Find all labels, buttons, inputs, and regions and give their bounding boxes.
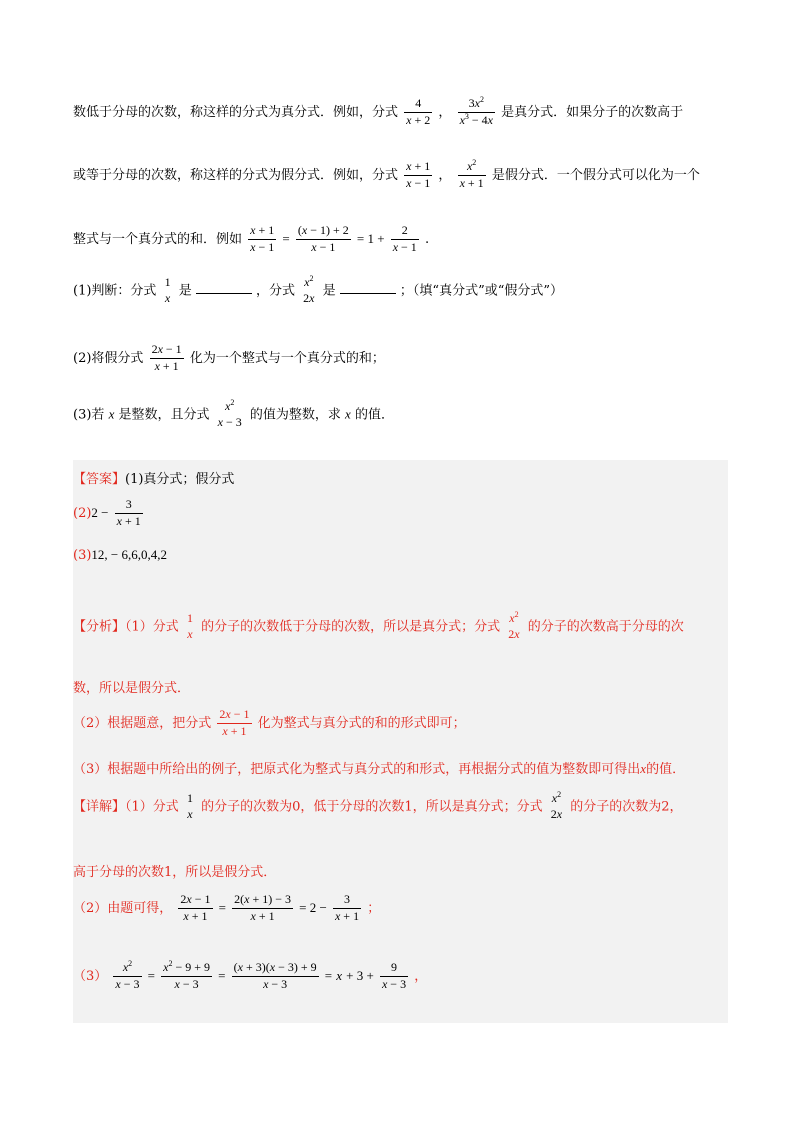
fraction-x2-over-2x: $x^2$ 2x (508, 610, 520, 641)
fraction-x2-over-x-minus-3: $\frac{x^2}{x - 3}$ (115, 959, 140, 991)
question-text: ；（填“真分式”或“假分式”） (399, 283, 564, 299)
detail-tag: 【详解】 (73, 799, 126, 815)
analysis-text: （3）根据题中所给出的例子，把原式化为整式与真分式的和形式，再根据分式的值为整数即可得出 (73, 762, 641, 777)
fraction-9-over-x-minus-3: $\frac{9}{x - 3}$ (381, 960, 407, 991)
answer-part-3-values: 12, − 6,6,0,4,2 (91, 547, 168, 562)
answer-tag: 【答案】 (73, 472, 126, 487)
analysis-text: （2）根据题意，把分式 (73, 715, 212, 731)
answer-line-3 (73, 547, 167, 563)
fraction-2x-minus-1-over-x-plus-1: $\frac{2x - 1}{x + 1}$ (180, 892, 211, 923)
fraction-x-plus-1-over-x-minus-1: $\frac{x + 1}{x - 1}$ (250, 223, 275, 254)
fraction-2-over-x-minus-1: $\frac{2}{x - 1}$ (392, 223, 417, 254)
analysis-text: 化为整式与真分式的和的形式即可； (257, 715, 466, 731)
analysis-text: 数，所以是假分式． (73, 681, 191, 696)
intro-text: 是真分式．如果分子的次数高于 (501, 104, 684, 120)
question-text: 是整数，且分式 (118, 407, 210, 423)
fraction-4-over-x-plus-2: $\frac{4}{x + 2}$ (406, 96, 431, 127)
fraction-3-over-x-plus-1: $\frac{3}{x + 1}$ (334, 892, 360, 923)
analysis-tag: 【分析】 (73, 619, 126, 635)
question-text: 化为一个整式与一个真分式的和； (189, 350, 385, 366)
detail-line-4: （3） $\frac{x^2}{x - 3}$ = $\frac{x^2 - 9 + 9}{x - 3}$ = $\frac{(x + 3)(x - 3) + 9}{x - 3}$ = x + 3 + $\frac{9}{x - 3}$ ， (73, 959, 428, 991)
detail-line-2 (73, 861, 276, 880)
detail-text: 的分子的次数为0，低于分母的次数1，所以是真分式；分式 (201, 799, 543, 815)
fraction-rewritten: $\frac{(x - 1) + 2}{x - 1}$ (297, 223, 349, 254)
fraction-3-over-x-plus-1: $\frac{3}{x + 1}$ (116, 497, 141, 528)
fraction-2x-minus-1-over-x-plus-1: $\frac{2x - 1}{x + 1}$ (219, 707, 250, 738)
fraction-x2-over-x-minus-3: $x^2$ x − 3 (217, 398, 242, 429)
intro-text: 是假分式．一个假分式可以化为一个 (491, 167, 700, 183)
detail-text: （1）分式 (125, 799, 179, 815)
detail-text: （3） (73, 968, 108, 984)
fraction-x2-over-x-plus-1: $\frac{x^2}{x + 1}$ (459, 158, 484, 190)
detail-text: （2）由题可得， (73, 900, 173, 916)
answer-part-3-label: (3) (73, 548, 92, 563)
answer-line-2: (2)2 − $\frac{3}{x + 1}$ (73, 497, 141, 528)
fraction-1-over-x: 1 x (164, 275, 171, 305)
answer-blank-1[interactable] (196, 281, 252, 294)
fraction-x2-over-2x: $x^2$ 2x (303, 274, 315, 305)
intro-text: 数低于分母的次数，称这样的分式为真分式．例如，分式 (73, 104, 399, 120)
question-text: 是 (178, 283, 192, 299)
analysis-line-3 (73, 708, 466, 739)
answer-part-1: (1)真分式；假分式 (125, 472, 235, 487)
analysis-text: 的分子的次数高于分母的次 (527, 619, 684, 635)
fraction-x-plus-1-over-x-minus-1: $\frac{x + 1}{x - 1}$ (406, 159, 431, 190)
analysis-text: 的分子的次数低于分母的次数，所以是真分式；分式 (201, 619, 501, 635)
answer-blank-2[interactable] (340, 281, 396, 294)
fraction-3x2-over-x3-minus-4x: $\frac{3x^2}{x^3 - 4x}$ (459, 95, 493, 127)
intro-line-1: 数低于分母的次数，称这样的分式为真分式．例如，分式 $\frac{4}{x + 2}$ ， $\frac{3x^2}{x^3 - 4x}$ 是真分式．如果分子的次数高于 (73, 95, 684, 127)
analysis-line-1 (73, 612, 684, 642)
question-text: (3)若 (73, 407, 105, 423)
fraction-1-over-x: 1 x (186, 791, 193, 821)
question-1 (73, 276, 563, 306)
analysis-text: 的值． (646, 762, 686, 777)
analysis-line-4: （3）根据题中所给出的例子，把原式化为整式与真分式的和形式，再根据分式的值为整数即可得出x的值． (73, 761, 686, 777)
analysis-line-2 (73, 677, 190, 696)
question-2 (73, 343, 385, 374)
detail-line-1 (73, 792, 683, 822)
question-text: ，分式 (256, 283, 296, 299)
question-text: 的值为整数，求 (249, 407, 341, 423)
question-text: 是 (322, 283, 336, 299)
analysis-text: （1）分式 (125, 619, 179, 635)
fraction-step: $\frac{x^2 - 9 + 9}{x - 3}$ (163, 959, 211, 991)
fraction-step: $\frac{2(x + 1) - 3}{x + 1}$ (234, 892, 292, 923)
fraction-2x-minus-1-over-x-plus-1: $\frac{2x - 1}{x + 1}$ (151, 342, 182, 373)
answer-part-2-label: (2) (73, 505, 92, 521)
question-3: (3)若 x 是整数，且分式 $x^2$ x − 3 的值为整数，求 x 的值． (73, 398, 394, 429)
fraction-x2-over-2x: $x^2$ 2x (550, 790, 563, 821)
detail-text: 的分子的次数为2， (570, 799, 683, 815)
fraction-1-over-x: 1 x (186, 611, 193, 641)
fraction-step: $\frac{(x + 3)(x - 3) + 9}{x - 3}$ (233, 960, 317, 991)
question-text: (1)判断：分式 (73, 283, 157, 299)
intro-text: 或等于分母的次数，称这样的分式为假分式．例如，分式 (73, 167, 399, 183)
detail-line-3: （2）由题可得， $\frac{2x - 1}{x + 1}$ = $\frac{2(x + 1) - 3}{x + 1}$ = 2 − $\frac{3}{x + 1}$ ； (73, 892, 381, 923)
intro-text: 整式与一个真分式的和．例如 (73, 231, 243, 247)
answer-line-1 (73, 468, 234, 487)
question-text: 的值． (354, 407, 394, 423)
detail-text: 高于分母的次数1，所以是假分式． (73, 865, 277, 880)
solution-panel (73, 460, 728, 1023)
intro-line-3: 整式与一个真分式的和．例如 $\frac{x + 1}{x - 1}$ = $\frac{(x - 1) + 2}{x - 1}$ = 1 + $\frac{2}{x - 1}$ . (73, 223, 430, 254)
question-text: (2)将假分式 (73, 350, 144, 366)
intro-line-2: 或等于分母的次数，称这样的分式为假分式．例如，分式 $\frac{x + 1}{x - 1}$ ， $\frac{x^2}{x + 1}$ 是假分式．一个假分式可以化为一个 (73, 158, 700, 190)
